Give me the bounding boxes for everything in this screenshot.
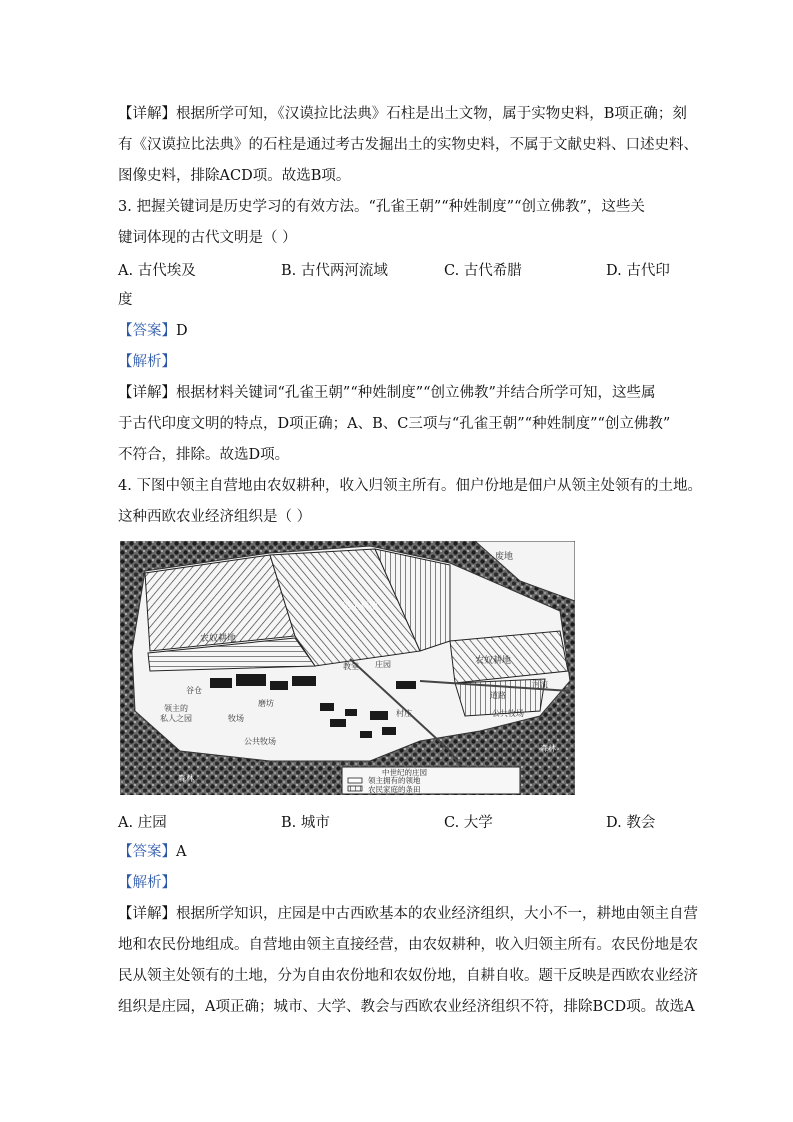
map-label-village: 村庄: [396, 709, 412, 718]
q3-detail-line2: 于古代印度文明的特点，D项正确；A、B、C三项与“孔雀王朝”“种姓制度”“创立佛教”: [118, 416, 671, 432]
q3-answer: D: [176, 323, 188, 339]
map-label-lords: 领主的: [164, 704, 188, 713]
map-label-common-pasture-1: 公共牧场: [244, 737, 276, 746]
map-label-serf-field-1: 农奴耕地: [200, 634, 237, 644]
q3-detail-line3: 不符合，排除。故选D项。: [118, 447, 290, 463]
question-3-stem-line2: 键词体现的古代文明是（ ）: [118, 230, 297, 246]
q4-detail-line1: 【详解】根据所学知识，庄园是中古西欧基本的农业经济组织，大小不一，耕地由领主自营: [118, 906, 698, 922]
map-label-private-garden: 私人之园: [160, 714, 192, 723]
question-4-stem-line2: 这种西欧农业经济组织是（ ）: [118, 509, 312, 525]
map-label-manor: 庄园: [375, 660, 391, 669]
map-legend-title: 中世纪的庄园: [382, 768, 427, 777]
q4-detail-line2: 地和农民份地组成。自营地由领主直接经营，由农奴耕种，收入归领主所有。农民份地是农: [118, 937, 698, 953]
q4-option-c: C. 大学: [444, 815, 493, 831]
map-label-river: 河流: [532, 680, 548, 689]
detail-p1-line3: 图像史料，排除ACD项。故选B项。: [118, 168, 351, 184]
q4-detail-line3: 民从领主处领有的土地，分为自由农份地和农奴份地，自耕自收。题干反映是西欧农业经济: [118, 968, 698, 984]
map-label-common-pasture-2: 公共牧场: [492, 709, 524, 718]
q4-answer-line: [118, 842, 186, 862]
question-3-options: [118, 259, 678, 279]
q4-answer: A: [176, 844, 187, 860]
map-label-church: 教堂: [343, 662, 359, 671]
q3-option-c: C. 古代希腊: [444, 263, 522, 279]
q3-answer-tag: 【答案】: [118, 323, 176, 339]
q3-analysis-tag: 【解析】: [118, 354, 176, 370]
q3-option-d-wrap: 度: [118, 292, 133, 308]
q3-answer-line: [118, 321, 188, 341]
q4-option-d: D. 教会: [606, 815, 656, 831]
map-label-lord-field: 领主耕地: [342, 602, 379, 612]
map-legend: [342, 767, 520, 794]
detail-p1-line2: 有《汉谟拉比法典》的石柱是通过考古发掘出土的实物史料，不属于文献史料、口述史料、: [118, 137, 698, 153]
question-4-stem-line1: 4. 下图中领主自营地由农奴耕种，收入归领主所有。佃户份地是佃户从领主处领有的土地。: [118, 478, 702, 494]
q4-detail-line4: 组织是庄园，A项正确；城市、大学、教会与西欧农业经济组织不符，排除BCD项。故选A: [118, 999, 695, 1015]
map-label-wasteland: 废地: [495, 552, 514, 562]
q3-option-d: D. 古代印: [606, 263, 670, 279]
map-label-forest-1: 森林: [540, 744, 556, 753]
map-label-road: 道路: [490, 691, 506, 700]
map-label-barn: 谷仓: [186, 686, 202, 695]
map-label-forest-2: 森林: [178, 774, 194, 783]
manor-map-figure: [120, 541, 575, 795]
q3-detail-line1: 【详解】根据材料关键词“孔雀王朝”“种姓制度”“创立佛教”并结合所学可知，这些属: [118, 385, 656, 401]
question-3-stem-line1: 3. 把握关键词是历史学习的有效方法。“孔雀王朝”“种姓制度”“创立佛教”，这些关: [118, 199, 645, 215]
map-label-mill: 磨坊: [258, 699, 274, 708]
map-label-pasture: 牧场: [228, 714, 244, 723]
q4-option-b: B. 城市: [281, 815, 330, 831]
map-label-serf-field-2: 农奴耕地: [475, 656, 512, 666]
q4-answer-tag: 【答案】: [118, 844, 176, 860]
map-legend-item-2: 农民家庭的条田: [368, 785, 421, 794]
q3-option-b: B. 古代两河流域: [281, 263, 388, 279]
q3-option-a: A. 古代埃及: [118, 263, 196, 279]
q4-analysis-tag: 【解析】: [118, 875, 176, 891]
map-legend-item-1: 领主拥有的领地: [368, 776, 421, 785]
detail-p1-line1: 【详解】根据所学可知，《汉谟拉比法典》石柱是出土文物，属于实物史料，B项正确；刻: [118, 106, 687, 122]
q4-option-a: A. 庄园: [118, 815, 167, 831]
question-4-options: [118, 811, 678, 831]
